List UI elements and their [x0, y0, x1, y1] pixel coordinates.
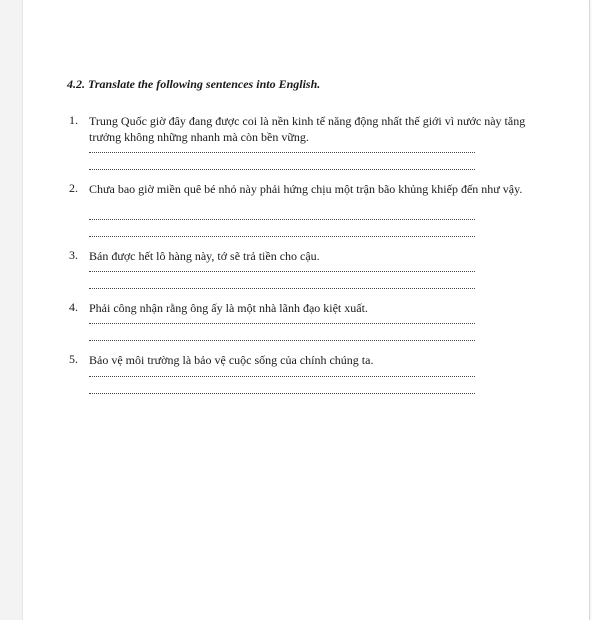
item-number: 5. [69, 352, 78, 366]
answer-line[interactable] [89, 393, 475, 394]
answer-line[interactable] [89, 323, 475, 324]
section-title: 4.2. Translate the following sentences into English. [67, 77, 321, 91]
answer-line[interactable] [89, 340, 475, 341]
item-text: Bán được hết lô hàng này, tớ sẽ trả tiền cho cậu. [89, 249, 320, 263]
answer-line[interactable] [89, 376, 475, 377]
answer-line[interactable] [89, 169, 475, 170]
document-page [22, 0, 590, 620]
item-number: 3. [69, 248, 78, 262]
answer-line[interactable] [89, 288, 475, 289]
item-number: 2. [69, 181, 78, 195]
item-number: 1. [69, 113, 78, 127]
item-text: Chưa bao giờ miền quê bé nhỏ này phải hứng chịu một trận bão khủng khiếp đến như vậy. [89, 182, 523, 196]
answer-line[interactable] [89, 219, 475, 220]
answer-line[interactable] [89, 271, 475, 272]
item-text: Phải công nhận rằng ông ấy là một nhà lãnh đạo kiệt xuất. [89, 301, 368, 315]
page-gutter [0, 0, 22, 620]
item-text: Bảo vệ môi trường là bảo vệ cuộc sống của chính chúng ta. [89, 353, 374, 367]
item-text: Trung Quốc giờ đây đang được coi là nền kinh tế năng động nhất thế giới vì nước này tăng trưởng không những nhanh mà còn bền vững. [89, 114, 526, 144]
answer-line[interactable] [89, 152, 475, 153]
answer-line[interactable] [89, 236, 475, 237]
item-number: 4. [69, 300, 78, 314]
